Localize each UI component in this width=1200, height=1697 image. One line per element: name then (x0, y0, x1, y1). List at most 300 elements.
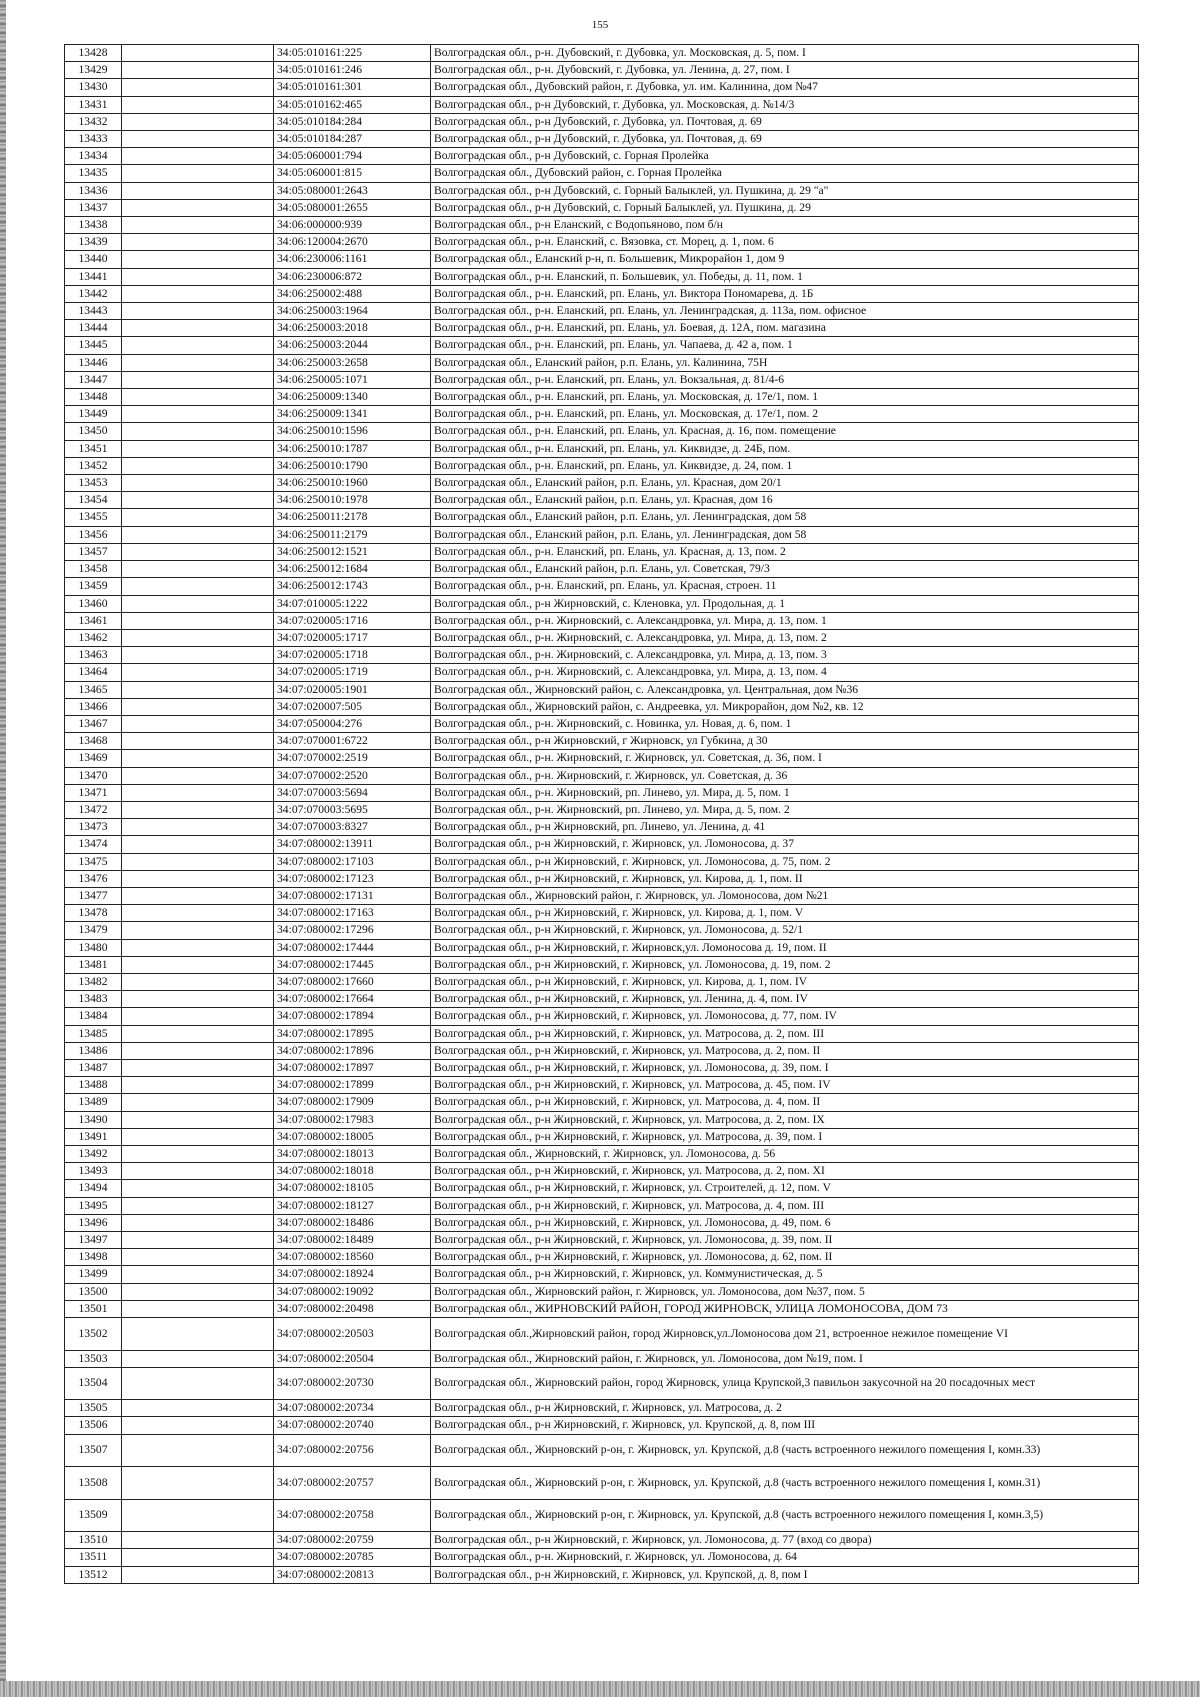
row-number-cell: 13437 (65, 199, 122, 216)
empty-cell (122, 457, 274, 474)
table-row (65, 1249, 1139, 1266)
cadastral-number-cell: 34:07:080002:18127 (274, 1197, 431, 1214)
address-cell: Волгоградская обл., р-н Жирновский, г. Жирновск, ул. Матросова, д. 2, пом. IX (431, 1111, 1139, 1128)
table-row (65, 251, 1139, 268)
cadastral-number-cell: 34:06:120004:2670 (274, 234, 431, 251)
cadastral-number-cell: 34:07:080002:18018 (274, 1163, 431, 1180)
empty-cell (122, 543, 274, 560)
empty-cell (122, 217, 274, 234)
address-cell: Волгоградская обл., р-н Жирновский, г. Жирновск, ул. Ломоносова, д. 52/1 (431, 922, 1139, 939)
empty-cell (122, 320, 274, 337)
empty-cell (122, 1532, 274, 1549)
row-number-cell: 13504 (65, 1367, 122, 1400)
address-cell: Волгоградская обл., р-н Жирновский, г. Жирновск, ул. Матросова, д. 4, пом. II (431, 1094, 1139, 1111)
row-number-cell: 13490 (65, 1111, 122, 1128)
table-row (65, 870, 1139, 887)
cadastral-number-cell: 34:07:080002:19092 (274, 1283, 431, 1300)
address-cell: Волгоградская обл., р-н. Еланский, рп. Елань, ул. Киквидзе, д. 24Б, пом. (431, 440, 1139, 457)
row-number-cell: 13460 (65, 595, 122, 612)
empty-cell (122, 96, 274, 113)
row-number-cell: 13439 (65, 234, 122, 251)
registry-table-body (65, 45, 1139, 1584)
cadastral-number-cell: 34:07:050004:276 (274, 715, 431, 732)
row-number-cell: 13462 (65, 629, 122, 646)
cadastral-number-cell: 34:07:080002:17664 (274, 991, 431, 1008)
row-number-cell: 13489 (65, 1094, 122, 1111)
cadastral-number-cell: 34:07:070003:8327 (274, 819, 431, 836)
table-row (65, 905, 1139, 922)
row-number-cell: 13453 (65, 475, 122, 492)
table-row (65, 217, 1139, 234)
empty-cell (122, 578, 274, 595)
empty-cell (122, 1266, 274, 1283)
address-cell: Волгоградская обл., Жирновский р-он, г. Жирновск, ул. Крупской, д.8 (часть встроенного нежилого помещения I, комн.31) (431, 1467, 1139, 1500)
cadastral-number-cell: 34:06:250003:2018 (274, 320, 431, 337)
empty-cell (122, 1128, 274, 1145)
row-number-cell: 13458 (65, 561, 122, 578)
row-number-cell: 13433 (65, 131, 122, 148)
empty-cell (122, 1434, 274, 1467)
empty-cell (122, 1467, 274, 1500)
cadastral-number-cell: 34:05:080001:2655 (274, 199, 431, 216)
table-row (65, 1467, 1139, 1500)
row-number-cell: 13510 (65, 1532, 122, 1549)
cadastral-number-cell: 34:07:080002:17445 (274, 956, 431, 973)
table-row (65, 1318, 1139, 1351)
address-cell: Волгоградская обл., р-н. Жирновский, г. Жирновск, ул. Советская, д. 36 (431, 767, 1139, 784)
row-number-cell: 13494 (65, 1180, 122, 1197)
address-cell: Волгоградская обл., р-н. Жирновский, рп. Линево, ул. Мира, д. 5, пом. 2 (431, 801, 1139, 818)
table-row (65, 561, 1139, 578)
address-cell: Волгоградская обл., р-н Дубовский, г. Дубовка, ул. Почтовая, д. 69 (431, 113, 1139, 130)
address-cell: Волгоградская обл., р-н. Еланский, рп. Елань, ул. Виктора Пономарева, д. 1Б (431, 285, 1139, 302)
address-cell: Волгоградская обл., р-н Жирновский, г. Жирновск, ул. Ломоносова, д. 62, пом. II (431, 1249, 1139, 1266)
cadastral-number-cell: 34:07:080002:17895 (274, 1025, 431, 1042)
cadastral-number-cell: 34:07:020005:1716 (274, 612, 431, 629)
address-cell: Волгоградская обл., Жирновский район, г. Жирновск, ул. Ломоносова, дом №21 (431, 887, 1139, 904)
cadastral-number-cell: 34:07:070003:5694 (274, 784, 431, 801)
empty-cell (122, 698, 274, 715)
empty-cell (122, 870, 274, 887)
table-row (65, 698, 1139, 715)
cadastral-number-cell: 34:06:250002:488 (274, 285, 431, 302)
table-row (65, 543, 1139, 560)
empty-cell (122, 354, 274, 371)
address-cell: Волгоградская обл., Жирновский район, город Жирновск, улица Крупской,3 павильон закусочной на 20 посадочных мест (431, 1367, 1139, 1400)
cadastral-number-cell: 34:07:080002:17163 (274, 905, 431, 922)
table-row (65, 939, 1139, 956)
row-number-cell: 13507 (65, 1434, 122, 1467)
table-row (65, 1059, 1139, 1076)
table-row (65, 1499, 1139, 1532)
table-row (65, 165, 1139, 182)
empty-cell (122, 337, 274, 354)
empty-cell (122, 62, 274, 79)
row-number-cell: 13443 (65, 303, 122, 320)
row-number-cell: 13466 (65, 698, 122, 715)
table-row (65, 956, 1139, 973)
address-cell: Волгоградская обл., р-н Жирновский, г. Жирновск, ул. Матросова, д. 39, пом. I (431, 1128, 1139, 1145)
empty-cell (122, 79, 274, 96)
address-cell: Волгоградская обл.,Жирновский район, город Жирновск,ул.Ломоносова дом 21, встроенное нежилое помещение VI (431, 1318, 1139, 1351)
address-cell: Волгоградская обл., р-н Жирновский, г. Жирновск, ул. Ломоносова, д. 37 (431, 836, 1139, 853)
table-row (65, 389, 1139, 406)
empty-cell (122, 285, 274, 302)
empty-cell (122, 1025, 274, 1042)
cadastral-number-cell: 34:07:070001:6722 (274, 733, 431, 750)
cadastral-number-cell: 34:07:080002:17131 (274, 887, 431, 904)
table-row (65, 595, 1139, 612)
cadastral-number-cell: 34:06:250009:1340 (274, 389, 431, 406)
empty-cell (122, 440, 274, 457)
empty-cell (122, 1249, 274, 1266)
cadastral-number-cell: 34:06:250009:1341 (274, 406, 431, 423)
table-row (65, 320, 1139, 337)
empty-cell (122, 492, 274, 509)
empty-cell (122, 1180, 274, 1197)
table-row (65, 647, 1139, 664)
row-number-cell: 13491 (65, 1128, 122, 1145)
empty-cell (122, 509, 274, 526)
table-row (65, 285, 1139, 302)
cadastral-number-cell: 34:06:250011:2179 (274, 526, 431, 543)
empty-cell (122, 199, 274, 216)
empty-cell (122, 371, 274, 388)
row-number-cell: 13445 (65, 337, 122, 354)
row-number-cell: 13497 (65, 1232, 122, 1249)
empty-cell (122, 1008, 274, 1025)
table-row (65, 853, 1139, 870)
row-number-cell: 13469 (65, 750, 122, 767)
empty-cell (122, 922, 274, 939)
address-cell: Волгоградская обл., р-н Дубовский, с. Горный Балыклей, ул. Пушкина, д. 29 (431, 199, 1139, 216)
row-number-cell: 13463 (65, 647, 122, 664)
address-cell: Волгоградская обл., Дубовский район, с. Горная Пролейка (431, 165, 1139, 182)
row-number-cell: 13431 (65, 96, 122, 113)
table-row (65, 1180, 1139, 1197)
address-cell: Волгоградская обл., р-н Жирновский, г. Жирновск, ул. Кирова, д. 1, пом. V (431, 905, 1139, 922)
address-cell: Волгоградская обл., Дубовский район, г. Дубовка, ул. им. Калинина, дом №47 (431, 79, 1139, 96)
cadastral-number-cell: 34:07:080002:17896 (274, 1042, 431, 1059)
cadastral-number-cell: 34:07:080002:18489 (274, 1232, 431, 1249)
cadastral-number-cell: 34:07:080002:20758 (274, 1499, 431, 1532)
address-cell: Волгоградская обл., р-н Еланский, с Водопьяново, пом б/н (431, 217, 1139, 234)
empty-cell (122, 784, 274, 801)
table-row (65, 1042, 1139, 1059)
row-number-cell: 13473 (65, 819, 122, 836)
table-row (65, 406, 1139, 423)
cadastral-number-cell: 34:07:080002:20498 (274, 1300, 431, 1317)
empty-cell (122, 113, 274, 130)
row-number-cell: 13448 (65, 389, 122, 406)
address-cell: Волгоградская обл., Жирновский район, с. Александровка, ул. Центральная, дом №36 (431, 681, 1139, 698)
empty-cell (122, 423, 274, 440)
table-row (65, 354, 1139, 371)
cadastral-number-cell: 34:05:060001:815 (274, 165, 431, 182)
address-cell: Волгоградская обл., Жирновский район, г. Жирновск, ул. Ломоносова, дом №19, пом. I (431, 1350, 1139, 1367)
address-cell: Волгоградская обл., р-н Жирновский, г. Жирновск, ул. Ломоносова, д. 75, пом. 2 (431, 853, 1139, 870)
address-cell: Волгоградская обл., р-н Жирновский, г. Жирновск, ул. Ломоносова, д. 39, пом. I (431, 1059, 1139, 1076)
row-number-cell: 13483 (65, 991, 122, 1008)
cadastral-number-cell: 34:07:080002:20740 (274, 1417, 431, 1434)
table-row (65, 612, 1139, 629)
empty-cell (122, 887, 274, 904)
address-cell: Волгоградская обл., р-н Жирновский, г. Жирновск, ул. Ломоносова, д. 77 (вход со двора) (431, 1532, 1139, 1549)
cadastral-number-cell: 34:07:080002:17983 (274, 1111, 431, 1128)
address-cell: Волгоградская обл., Жирновский р-он, г. Жирновск, ул. Крупской, д.8 (часть встроенного нежилого помещения I, комн.33) (431, 1434, 1139, 1467)
table-row (65, 1094, 1139, 1111)
cadastral-number-cell: 34:06:000000:939 (274, 217, 431, 234)
row-number-cell: 13482 (65, 973, 122, 990)
address-cell: Волгоградская обл., р-н. Еланский, рп. Елань, ул. Красная, д. 16, пом. помещение (431, 423, 1139, 440)
cadastral-number-cell: 34:07:080002:18560 (274, 1249, 431, 1266)
row-number-cell: 13478 (65, 905, 122, 922)
table-row (65, 819, 1139, 836)
empty-cell (122, 1214, 274, 1231)
cadastral-number-cell: 34:05:010162:465 (274, 96, 431, 113)
address-cell: Волгоградская обл., р-н Жирновский, г. Жирновск, ул. Матросова, д. 45, пом. IV (431, 1077, 1139, 1094)
table-row (65, 1266, 1139, 1283)
table-row (65, 1128, 1139, 1145)
table-row (65, 733, 1139, 750)
address-cell: Волгоградская обл., р-н. Жирновский, г. Жирновск, ул. Ломоносова, д. 64 (431, 1549, 1139, 1566)
empty-cell (122, 406, 274, 423)
empty-cell (122, 819, 274, 836)
row-number-cell: 13499 (65, 1266, 122, 1283)
cadastral-number-cell: 34:07:080002:18005 (274, 1128, 431, 1145)
row-number-cell: 13505 (65, 1400, 122, 1417)
table-row (65, 629, 1139, 646)
row-number-cell: 13503 (65, 1350, 122, 1367)
empty-cell (122, 1549, 274, 1566)
address-cell: Волгоградская обл., р-н Жирновский, г. Жирновск,ул. Ломоносова д. 19, пом. II (431, 939, 1139, 956)
address-cell: Волгоградская обл., Еланский район, р.п. Елань, ул. Советская, 79/3 (431, 561, 1139, 578)
empty-cell (122, 251, 274, 268)
table-row (65, 973, 1139, 990)
empty-cell (122, 973, 274, 990)
address-cell: Волгоградская обл., р-н. Еланский, с. Вязовка, ст. Морец, д. 1, пом. 6 (431, 234, 1139, 251)
address-cell: Волгоградская обл., р-н Жирновский, г. Жирновск, ул. Крупской, д. 8, пом I (431, 1566, 1139, 1583)
empty-cell (122, 750, 274, 767)
cadastral-number-cell: 34:05:080001:2643 (274, 182, 431, 199)
table-row (65, 1400, 1139, 1417)
cadastral-number-cell: 34:07:020005:1719 (274, 664, 431, 681)
empty-cell (122, 1300, 274, 1317)
table-row (65, 1232, 1139, 1249)
empty-cell (122, 1077, 274, 1094)
cadastral-number-cell: 34:05:010184:284 (274, 113, 431, 130)
address-cell: Волгоградская обл., р-н Дубовский, г. Дубовка, ул. Почтовая, д. 69 (431, 131, 1139, 148)
table-row (65, 1367, 1139, 1400)
empty-cell (122, 681, 274, 698)
table-row (65, 62, 1139, 79)
row-number-cell: 13496 (65, 1214, 122, 1231)
address-cell: Волгоградская обл., р-н Жирновский, г. Жирновск, ул. Ломоносова, д. 49, пом. 6 (431, 1214, 1139, 1231)
cadastral-number-cell: 34:06:230006:872 (274, 268, 431, 285)
table-row (65, 922, 1139, 939)
cadastral-number-cell: 34:07:020007:505 (274, 698, 431, 715)
row-number-cell: 13484 (65, 1008, 122, 1025)
empty-cell (122, 836, 274, 853)
cadastral-number-cell: 34:07:080002:17660 (274, 973, 431, 990)
table-row (65, 79, 1139, 96)
cadastral-number-cell: 34:07:070003:5695 (274, 801, 431, 818)
cadastral-number-cell: 34:07:080002:17894 (274, 1008, 431, 1025)
address-cell: Волгоградская обл., Еланский район, р.п. Елань, ул. Красная, дом 20/1 (431, 475, 1139, 492)
empty-cell (122, 303, 274, 320)
address-cell: Волгоградская обл., р-н Жирновский, г. Жирновск, ул. Матросова, д. 2 (431, 1400, 1139, 1417)
row-number-cell: 13450 (65, 423, 122, 440)
cadastral-number-cell: 34:07:080002:20756 (274, 1434, 431, 1467)
empty-cell (122, 801, 274, 818)
cadastral-number-cell: 34:07:080002:17444 (274, 939, 431, 956)
cadastral-number-cell: 34:07:070002:2520 (274, 767, 431, 784)
cadastral-number-cell: 34:07:080002:17899 (274, 1077, 431, 1094)
empty-cell (122, 1350, 274, 1367)
cadastral-number-cell: 34:06:250011:2178 (274, 509, 431, 526)
cadastral-number-cell: 34:06:250003:1964 (274, 303, 431, 320)
empty-cell (122, 389, 274, 406)
address-cell: Волгоградская обл., р-н Жирновский, г. Жирновск, ул. Кирова, д. 1, пом. II (431, 870, 1139, 887)
row-number-cell: 13430 (65, 79, 122, 96)
address-cell: Волгоградская обл., р-н Жирновский, г. Жирновск, ул. Матросова, д. 2, пом. III (431, 1025, 1139, 1042)
empty-cell (122, 234, 274, 251)
address-cell: Волгоградская обл., Еланский район, р.п. Елань, ул. Ленинградская, дом 58 (431, 526, 1139, 543)
cadastral-number-cell: 34:05:010161:246 (274, 62, 431, 79)
row-number-cell: 13495 (65, 1197, 122, 1214)
empty-cell (122, 1367, 274, 1400)
empty-cell (122, 165, 274, 182)
address-cell: Волгоградская обл., р-н Жирновский, г. Жирновск, ул. Ломоносова, д. 77, пом. IV (431, 1008, 1139, 1025)
empty-cell (122, 595, 274, 612)
address-cell: Волгоградская обл., р-н. Еланский, рп. Елань, ул. Чапаева, д. 42 а, пом. 1 (431, 337, 1139, 354)
row-number-cell: 13444 (65, 320, 122, 337)
cadastral-number-cell: 34:07:080002:20813 (274, 1566, 431, 1583)
table-row (65, 45, 1139, 62)
address-cell: Волгоградская обл., р-н. Еланский, рп. Елань, ул. Киквидзе, д. 24, пом. 1 (431, 457, 1139, 474)
cadastral-number-cell: 34:07:080002:20734 (274, 1400, 431, 1417)
empty-cell (122, 1197, 274, 1214)
empty-cell (122, 1566, 274, 1583)
empty-cell (122, 1283, 274, 1300)
empty-cell (122, 561, 274, 578)
cadastral-number-cell: 34:07:080002:20730 (274, 1367, 431, 1400)
cadastral-number-cell: 34:06:250010:1596 (274, 423, 431, 440)
table-row (65, 268, 1139, 285)
row-number-cell: 13440 (65, 251, 122, 268)
table-row (65, 1197, 1139, 1214)
cadastral-number-cell: 34:07:010005:1222 (274, 595, 431, 612)
cadastral-number-cell: 34:07:080002:18105 (274, 1180, 431, 1197)
row-number-cell: 13502 (65, 1318, 122, 1351)
row-number-cell: 13446 (65, 354, 122, 371)
empty-cell (122, 1163, 274, 1180)
row-number-cell: 13486 (65, 1042, 122, 1059)
table-row (65, 1111, 1139, 1128)
address-cell: Волгоградская обл., р-н. Жирновский, с. Александровка, ул. Мира, д. 13, пом. 1 (431, 612, 1139, 629)
cadastral-number-cell: 34:07:080002:17103 (274, 853, 431, 870)
address-cell: Волгоградская обл., р-н. Дубовский, г. Дубовка, ул. Ленина, д. 27, пом. I (431, 62, 1139, 79)
scan-edge-left (0, 0, 6, 1697)
row-number-cell: 13435 (65, 165, 122, 182)
row-number-cell: 13472 (65, 801, 122, 818)
address-cell: Волгоградская обл., Еланский район, р.п. Елань, ул. Ленинградская, дом 58 (431, 509, 1139, 526)
empty-cell (122, 268, 274, 285)
address-cell: Волгоградская обл., р-н Дубовский, г. Дубовка, ул. Московская, д. №14/3 (431, 96, 1139, 113)
cadastral-number-cell: 34:07:080002:18486 (274, 1214, 431, 1231)
table-row (65, 182, 1139, 199)
row-number-cell: 13452 (65, 457, 122, 474)
cadastral-number-cell: 34:06:250010:1960 (274, 475, 431, 492)
row-number-cell: 13508 (65, 1467, 122, 1500)
row-number-cell: 13456 (65, 526, 122, 543)
row-number-cell: 13428 (65, 45, 122, 62)
cadastral-number-cell: 34:05:060001:794 (274, 148, 431, 165)
table-row (65, 801, 1139, 818)
address-cell: Волгоградская обл., Жирновский р-он, г. Жирновск, ул. Крупской, д.8 (часть встроенного нежилого помещения I, комн.3,5) (431, 1499, 1139, 1532)
empty-cell (122, 1499, 274, 1532)
cadastral-number-cell: 34:06:230006:1161 (274, 251, 431, 268)
row-number-cell: 13509 (65, 1499, 122, 1532)
row-number-cell: 13477 (65, 887, 122, 904)
row-number-cell: 13457 (65, 543, 122, 560)
empty-cell (122, 526, 274, 543)
table-row (65, 1283, 1139, 1300)
table-row (65, 371, 1139, 388)
cadastral-number-cell: 34:07:080002:17296 (274, 922, 431, 939)
cadastral-number-cell: 34:06:250010:1787 (274, 440, 431, 457)
cadastral-number-cell: 34:06:250012:1743 (274, 578, 431, 595)
table-row (65, 113, 1139, 130)
cadastral-number-cell: 34:07:020005:1901 (274, 681, 431, 698)
cadastral-number-cell: 34:05:010161:225 (274, 45, 431, 62)
row-number-cell: 13438 (65, 217, 122, 234)
address-cell: Волгоградская обл., р-н Жирновский, г Жирновск, ул Губкина, д 30 (431, 733, 1139, 750)
empty-cell (122, 131, 274, 148)
empty-cell (122, 853, 274, 870)
table-row (65, 1566, 1139, 1583)
row-number-cell: 13441 (65, 268, 122, 285)
row-number-cell: 13476 (65, 870, 122, 887)
table-row (65, 1025, 1139, 1042)
row-number-cell: 13471 (65, 784, 122, 801)
row-number-cell: 13501 (65, 1300, 122, 1317)
table-row (65, 750, 1139, 767)
row-number-cell: 13488 (65, 1077, 122, 1094)
cadastral-number-cell: 34:06:250003:2658 (274, 354, 431, 371)
address-cell: Волгоградская обл., р-н. Жирновский, с. Александровка, ул. Мира, д. 13, пом. 3 (431, 647, 1139, 664)
table-row (65, 492, 1139, 509)
cadastral-number-cell: 34:07:080002:20785 (274, 1549, 431, 1566)
cadastral-number-cell: 34:07:020005:1717 (274, 629, 431, 646)
empty-cell (122, 905, 274, 922)
table-row (65, 991, 1139, 1008)
empty-cell (122, 629, 274, 646)
empty-cell (122, 1232, 274, 1249)
address-cell: Волгоградская обл., р-н Жирновский, г. Жирновск, ул. Матросова, д. 4, пом. III (431, 1197, 1139, 1214)
empty-cell (122, 733, 274, 750)
row-number-cell: 13512 (65, 1566, 122, 1583)
page-number: 155 (591, 19, 609, 31)
empty-cell (122, 991, 274, 1008)
address-cell: Волгоградская обл., р-н. Жирновский, с. Александровка, ул. Мира, д. 13, пом. 2 (431, 629, 1139, 646)
registry-table (64, 44, 1139, 1584)
cadastral-number-cell: 34:07:020005:1718 (274, 647, 431, 664)
cadastral-number-cell: 34:06:250003:2044 (274, 337, 431, 354)
address-cell: Волгоградская обл., р-н. Еланский, рп. Елань, ул. Красная, д. 13, пом. 2 (431, 543, 1139, 560)
cadastral-number-cell: 34:07:080002:18013 (274, 1146, 431, 1163)
empty-cell (122, 1094, 274, 1111)
